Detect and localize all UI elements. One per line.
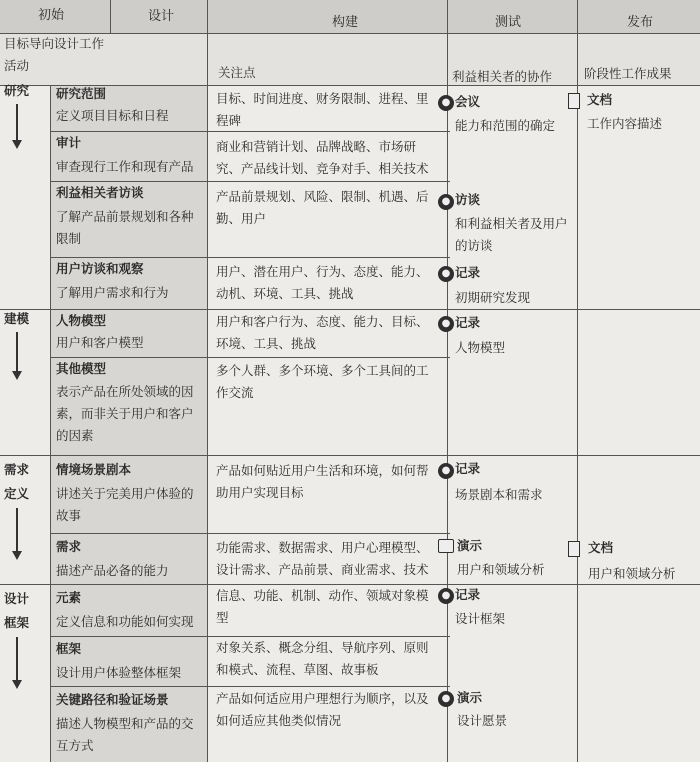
- header-initial: 初始: [38, 8, 65, 23]
- focus-text: 用户、潜在用户、行为、态度、能力、动机、环境、工具、挑战: [216, 264, 429, 301]
- activity-title: 研究范围: [56, 86, 107, 101]
- output-header: 阶段性工作成果: [584, 66, 672, 81]
- activity-desc: 了解用户需求和行为: [56, 285, 169, 300]
- output-desc: 用户和领域分析: [588, 566, 676, 581]
- collab-desc: 能力和范围的确定: [455, 118, 556, 133]
- output-title: 文档: [587, 92, 613, 107]
- document-icon: [568, 93, 580, 109]
- collab-desc: 用户和领域分析: [457, 562, 545, 577]
- collab-title: 记录: [455, 315, 481, 330]
- phase-requirements-2: 定义: [4, 486, 30, 501]
- header-release: 发布: [627, 15, 654, 30]
- collab-desc: 和利益相关者及用户的访谈: [455, 216, 568, 253]
- collab-title: 演示: [457, 690, 483, 705]
- document-icon: [568, 541, 580, 557]
- output-title: 文档: [588, 540, 614, 555]
- activity-title: 用户访谈和观察: [56, 261, 144, 276]
- focus-header: 关注点: [218, 65, 256, 80]
- collab-desc: 初期研究发现: [455, 290, 531, 305]
- activity-desc: 描述产品必备的能力: [56, 563, 169, 578]
- meeting-icon: ●: [438, 95, 454, 111]
- activity-desc: 定义信息和功能如何实现: [56, 614, 194, 629]
- collab-title: 记录: [455, 265, 481, 280]
- activity-desc: 定义项目目标和日程: [56, 108, 169, 123]
- activity-title: 审计: [56, 135, 82, 150]
- collab-title: 演示: [457, 538, 483, 553]
- activity-desc: 描述人物模型和产品的交互方式: [56, 716, 194, 753]
- presentation-icon: [438, 539, 454, 553]
- presentation-icon: ●: [438, 691, 454, 707]
- collab-header: 利益相关者的协作: [452, 69, 553, 84]
- phase-research: 研究: [4, 83, 30, 98]
- activity-desc: 表示产品在所处领域的因素，而非关于用户和客户的因素: [56, 384, 194, 443]
- phase-modeling: 建模: [4, 311, 30, 326]
- activity-title: 关键路径和验证场景: [56, 692, 169, 707]
- activity-title: 元素: [56, 590, 82, 605]
- activity-desc: 审查现行工作和现有产品: [56, 159, 194, 174]
- activity-desc: 了解产品前景规划和各种限制: [56, 209, 194, 246]
- activity-title: 情境场景剧本: [56, 462, 132, 477]
- collab-title: 记录: [455, 587, 481, 602]
- collab-desc: 人物模型: [455, 340, 506, 355]
- goal-label-line2: 活动: [4, 58, 30, 73]
- collab-desc: 设计愿景: [457, 713, 508, 728]
- focus-text: 目标、时间进度、财务限制、进程、里程碑: [216, 91, 429, 128]
- collab-title: 访谈: [455, 192, 481, 207]
- collab-desc: 场景剧本和需求: [455, 487, 543, 502]
- phase-requirements-1: 需求: [4, 462, 30, 477]
- focus-text: 多个人群、多个环境、多个工具间的工作交流: [216, 363, 429, 400]
- focus-text: 产品如何贴近用户生活和环境，如何帮助用户实现目标: [216, 463, 429, 500]
- record-icon: ●: [438, 316, 454, 332]
- activity-title: 框架: [56, 641, 82, 656]
- focus-text: 用户和客户行为、态度、能力、目标、环境、工具、挑战: [216, 314, 429, 351]
- interview-icon: ●: [438, 194, 454, 210]
- focus-text: 产品如何适应用户理想行为顺序，以及如何适应其他类似情况: [216, 691, 429, 728]
- focus-text: 功能需求、数据需求、用户心理模型、设计需求、产品前景、商业需求、技术: [216, 540, 429, 577]
- focus-text: 信息、功能、机制、动作、领域对象模型: [216, 588, 429, 625]
- focus-text: 商业和营销计划、品牌战略、市场研究、产品线计划、竞争对手、相关技术: [216, 139, 429, 176]
- output-desc: 工作内容描述: [587, 116, 663, 131]
- collab-desc: 设计框架: [455, 611, 506, 626]
- focus-text: 产品前景规划、风险、限制、机遇、后勤、用户: [216, 189, 429, 226]
- collab-title: 记录: [455, 461, 481, 476]
- header-design: 设计: [148, 9, 175, 24]
- activity-desc: 用户和客户模型: [56, 335, 144, 350]
- record-icon: ●: [438, 266, 454, 282]
- activity-desc: 设计用户体验整体框架: [56, 665, 182, 680]
- record-icon: ●: [438, 588, 454, 604]
- header-test: 测试: [495, 15, 522, 30]
- collab-title: 会议: [455, 94, 481, 109]
- activity-desc: 讲述关于完美用户体验的故事: [56, 486, 194, 523]
- activity-title: 利益相关者访谈: [56, 185, 144, 200]
- focus-text: 对象关系、概念分组、导航序列、原则和模式、流程、草图、故事板: [216, 640, 429, 677]
- phase-framework-2: 框架: [4, 615, 30, 630]
- activity-title: 其他模型: [56, 361, 107, 376]
- activity-title: 需求: [56, 539, 82, 554]
- activity-title: 人物模型: [56, 313, 107, 328]
- goal-label-line1: 目标导向设计工作: [4, 36, 105, 51]
- record-icon: ●: [438, 463, 454, 479]
- phase-framework-1: 设计: [4, 591, 30, 606]
- header-build: 构建: [332, 15, 359, 30]
